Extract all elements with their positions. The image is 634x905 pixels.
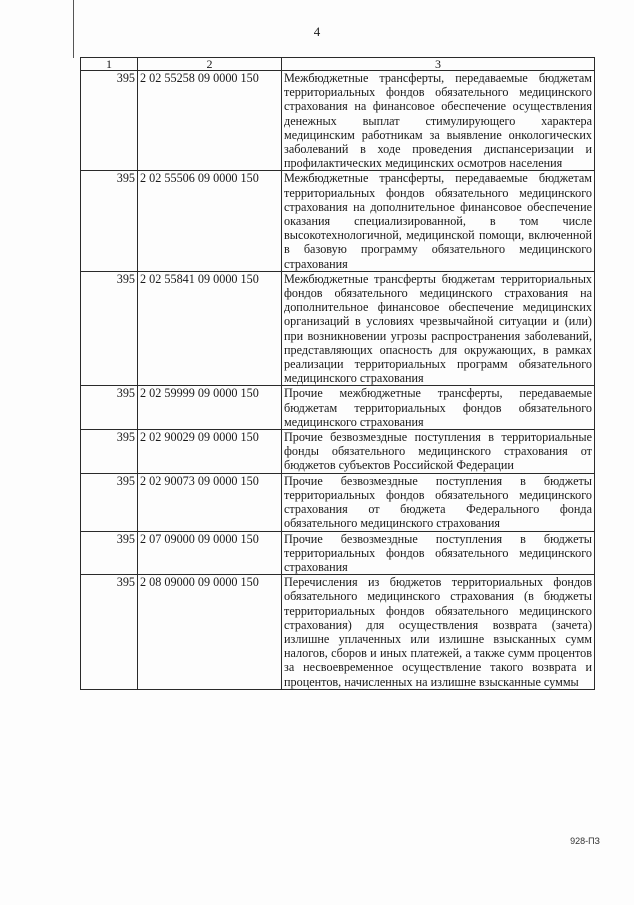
table-row (81, 575, 595, 690)
admin-code-cell: 395 (81, 171, 138, 271)
table-header-row (81, 58, 595, 71)
document-code: 928-ПЗ (570, 836, 600, 846)
description-cell: Межбюджетные трансферты, передаваемые бюджетам территориальных фондов обязательного медицинского страхования на дополнительное финансовое обеспечение оказания специализированной, в том числе высокотехнологичной, медицинской помощи, включенной в базовую программу обязательного медицинского страхования (282, 171, 595, 271)
description-cell: Прочие безвозмездные поступления в бюджеты территориальных фондов обязательного медицинского страхования от бюджета Федерального фонда обязательного медицинского страхования (282, 473, 595, 531)
table-row (81, 271, 595, 386)
description-cell: Прочие безвозмездные поступления в бюджеты территориальных фондов обязательного медицинского страхования (282, 531, 595, 575)
table-row (81, 386, 595, 430)
table-row (81, 71, 595, 171)
admin-code-cell: 395 (81, 271, 138, 386)
revenue-codes-table (80, 57, 595, 690)
table-row (81, 430, 595, 474)
column-header: 3 (282, 58, 595, 71)
revenue-code-cell: 2 08 09000 09 0000 150 (138, 575, 282, 690)
table-row (81, 473, 595, 531)
column-header: 2 (138, 58, 282, 71)
revenue-code-cell: 2 02 90029 09 0000 150 (138, 430, 282, 474)
revenue-code-cell: 2 07 09000 09 0000 150 (138, 531, 282, 575)
revenue-code-cell: 2 02 55506 09 0000 150 (138, 171, 282, 271)
admin-code-cell: 395 (81, 430, 138, 474)
table-row (81, 531, 595, 575)
admin-code-cell: 395 (81, 575, 138, 690)
description-cell: Межбюджетные трансферты, передаваемые бюджетам территориальных фондов обязательного медицинского страхования на финансовое обеспечение осуществления денежных выплат стимулирующего характера медицинским работникам за выявление онкологических заболеваний в ходе проведения диспансеризации и профилактических медицинских осмотров населения (282, 71, 595, 171)
admin-code-cell: 395 (81, 386, 138, 430)
table-row (81, 171, 595, 271)
description-cell: Перечисления из бюджетов территориальных фондов обязательного медицинского страхования (в бюджеты территориальных фондов обязательного медицинского страхования) для осуществления возврата (зачета) излишне уплаченных или излишне взысканных сумм налогов, сборов и иных платежей, а также сумм процентов за несвоевременное осуществление такого возврата и процентов, начисленных на излишне взысканные суммы (282, 575, 595, 690)
page-number: 4 (313, 24, 321, 39)
admin-code-cell: 395 (81, 71, 138, 171)
revenue-code-cell: 2 02 55258 09 0000 150 (138, 71, 282, 171)
description-cell: Прочие безвозмездные поступления в территориальные фонды обязательного медицинского страхования от бюджетов субъектов Российской Федерации (282, 430, 595, 474)
column-header: 1 (81, 58, 138, 71)
admin-code-cell: 395 (81, 473, 138, 531)
admin-code-cell: 395 (81, 531, 138, 575)
revenue-code-cell: 2 02 59999 09 0000 150 (138, 386, 282, 430)
description-cell: Межбюджетные трансферты бюджетам территориальных фондов обязательного медицинского страхования на дополнительное финансовое обеспечение медицинских организаций в условиях чрезвычайной ситуации и (или) при возникновении угрозы распространения заболеваний, представляющих опасность для окружающих, в рамках реализации территориальных программ обязательного медицинского страхования (282, 271, 595, 386)
revenue-code-cell: 2 02 90073 09 0000 150 (138, 473, 282, 531)
revenue-code-cell: 2 02 55841 09 0000 150 (138, 271, 282, 386)
description-cell: Прочие межбюджетные трансферты, передаваемые бюджетам территориальных фондов обязательного медицинского страхования (282, 386, 595, 430)
